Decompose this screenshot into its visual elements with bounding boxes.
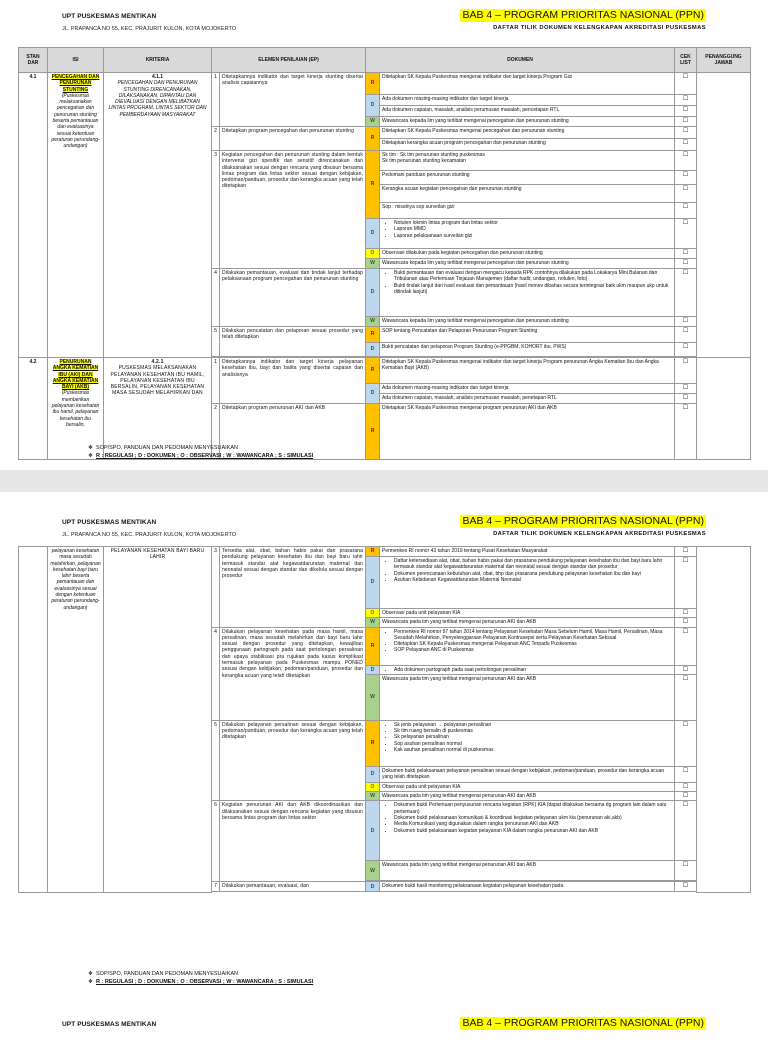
ep-number: 1	[212, 358, 220, 404]
checklist-checkbox[interactable]: ☐	[675, 609, 697, 618]
marker-dokumen: D	[366, 343, 380, 357]
dokumen-list-cell	[380, 665, 675, 674]
footer-line1: SOP/SPO, PANDUAN DAN PEDOMAN MENYESUAIKAN	[96, 971, 239, 977]
marker-dokumen: D	[366, 269, 380, 317]
list-item: • Laporan pelaksanaan surveilan gizi	[394, 233, 672, 239]
list-item: • Notulen lokmin lintas program dan lintas sektor	[394, 220, 672, 226]
list-item: • Bukti pemantauan dan evaluasi dengan mengacu kepada RPK contohnya dilakukan pada Lokakarya Mini Bulanan dan Tribulanan atau Pertemuan Tinjauan Manajemen (daftar hadir, undangan, notulen, foto)	[394, 270, 672, 283]
standar-number: 4.2	[19, 358, 48, 460]
checklist-checkbox[interactable]: ☐	[675, 782, 697, 791]
isi-highlight: PENCEGAHAN DAN PENURUNAN STUNTING	[51, 74, 100, 93]
dokumen-text: Ada dokumen capaian, masalah, analisis perumusan masalah, pencetapan RTL	[380, 106, 675, 117]
ep-text: Ditetapkan program penurunan AKI dan AKB	[220, 404, 366, 460]
ep-text: Kegiatan pencegahan dan penurunan stunting dalam bentuk intervensi gizi spesifik dan sensitif direncanakan dan dilaksanakan sesuai dengan rencana yang disusun bersama lintas program dan lintas sektor sesuai dengan kebijakan, pedoman/panduan, prosedur dan kerangka acuan yang telah ditetapkan	[220, 151, 366, 269]
marker-dokumen: D	[366, 95, 380, 117]
dokumen-text: Wawancara pada tim yang terlibat mengenai penurunan AKI dan AKB	[380, 674, 675, 720]
checklist-table-page2	[18, 546, 751, 893]
ep-text: Ditetapkannya indikator dan target kinerja stunting disertai analisis capaiannya	[220, 73, 366, 127]
dokumen-line: Sk tim penurunan stunting kecamatan	[382, 158, 466, 165]
dokumen-text: Dokumen bukti hasil monitoring pelaksanaan kegiatan pelayanan kesehatan pada	[380, 882, 675, 892]
ep-text: Kegiatan penurunan AKI dan AKB dikoordinasikan dan dilaksanakan sesuai dengan rencana kegiatan yang disusun bersama lintas program dan lintas sektor	[220, 801, 366, 882]
checklist-checkbox[interactable]: ☐	[675, 766, 697, 782]
list-item: • Sop asuhan persalinan normal	[394, 741, 672, 747]
org-address: JL. PRAPANCA NO 55, KEC. PRAJURIT KULON, KOTA MOJOKERTO	[62, 26, 237, 32]
page3-header	[0, 1008, 768, 1048]
org-address: JL. PRAPANCA NO 55, KEC. PRAJURIT KULON, KOTA MOJOKERTO	[62, 532, 237, 538]
ep-number: 4	[212, 269, 220, 327]
checklist-checkbox[interactable]: ☐	[675, 801, 697, 861]
checklist-checkbox[interactable]: ☐	[675, 557, 697, 609]
footer-line2: R : REGULASI ; D : DOKUMEN ; O : OBSERVASI ; W : WAWANCARA ; S : SIMULASI	[96, 453, 314, 459]
list-item: • SOP Pelayanan ANC di Puskesmas	[394, 647, 672, 653]
kriteria-code: 4.2.1	[151, 359, 164, 365]
footer-note: ❖ SOP/SPO, PANDUAN DAN PEDOMAN MENYESUAIKAN	[88, 445, 239, 451]
marker-regulasi: R	[366, 627, 380, 665]
marker-observasi: O	[366, 609, 380, 618]
dokumen-text: Wawancara kepada lim yang terlibat mengenai pencegahan dan penurunan stunting	[380, 117, 675, 127]
marker-dokumen: D	[366, 801, 380, 861]
list-item: • Sk jenis pelayanan → pelayanan persalinan	[394, 722, 672, 728]
marker-regulasi: R	[366, 151, 380, 219]
penanggung-jawab-cell[interactable]	[697, 358, 751, 460]
marker-wawancara: W	[366, 117, 380, 127]
dokumen-text: Wawancara pada tim yang terlibat mengenai penurunan AKI dan AKB	[380, 792, 675, 801]
checklist-checkbox[interactable]: ☐	[675, 404, 697, 460]
ep-text: Ditetapkan program pencegahan dan penurunan stunting	[220, 127, 366, 151]
chapter-title: BAB 4 – PROGRAM PRIORITAS NASIONAL (PPN)	[462, 515, 704, 527]
checklist-checkbox[interactable]: ☐	[675, 327, 697, 343]
col-dokumen: DOKUMEN	[366, 48, 675, 73]
marker-regulasi: R	[366, 404, 380, 460]
checklist-checkbox[interactable]: ☐	[675, 259, 697, 269]
list-item: • Asuhan Kebidanan Kegawatdaruratan Maternal Neonatal	[394, 577, 672, 583]
list-item: • Sk tim ruang bersalin di puskesmas	[394, 728, 672, 734]
dokumen-text	[380, 151, 675, 171]
ep-text: Tersedia alat, obat, bahan habis pakai dan prasarana pendukung pelayanan kesehatan ibu dan bayi baru lahir termasuk standar alat kegawatdaruratan maternal dan neonatal sesuai dengan standar dan dikelola sesuai dengan prosedur	[220, 547, 366, 628]
dokumen-text: SOP tentang Pencatatan dan Pelaporan Penurunan Program Stunting	[380, 327, 675, 343]
org-name: UPT PUSKESMAS MENTIKAN	[62, 519, 157, 526]
ep-number: 5	[212, 720, 220, 801]
checklist-checkbox[interactable]: ☐	[675, 73, 697, 95]
checklist-checkbox[interactable]: ☐	[675, 627, 697, 665]
kriteria-cell: PELAYANAN KESEHATAN BAYI BARU LAHIR	[104, 547, 212, 893]
checklist-checkbox[interactable]: ☐	[675, 358, 697, 384]
dokumen-list-cell	[380, 801, 675, 861]
marker-wawancara: W	[366, 792, 380, 801]
marker-dokumen: D	[366, 882, 380, 892]
col-elemen: ELEMEN PENILAIAN (EP)	[212, 48, 366, 73]
dokumen-text: Dokumen bukti pelaksanaan pelayanan persalinan sesuai dengan kebijakan, pedoman/panduan, prosedur dan kerangka acuan yang telah ditetapkan	[380, 766, 675, 782]
org-name: UPT PUSKESMAS MENTIKAN	[62, 13, 157, 20]
kriteria-text: PENCEGAHAN DAN PENURUNAN STUNTING DIRENCANAKAN, DILAKSANAKAN, DIPANTAU DAN DIEVALUASI DENGAN MELIBATKAN LINTAS PROGRAM, LINTAS SEKTOR DAN PEMBERDAYAAN MASYARAKAT	[108, 80, 207, 118]
ep-number: 5	[212, 327, 220, 357]
marker-regulasi: R	[366, 547, 380, 557]
marker-wawancara: W	[366, 674, 380, 720]
list-item: • Kak asuhan persalinan normal di puskesmas	[394, 747, 672, 753]
col-kriteria: KRITERIA	[104, 48, 212, 73]
footer-legend: ❖ R : REGULASI ; D : DOKUMEN ; O : OBSERVASI ; W : WAWANCARA ; S : SIMULASI	[88, 453, 314, 459]
checklist-checkbox[interactable]: ☐	[675, 618, 697, 627]
dokumen-text: Wawancara kepada lim yang terlibat mengenai pencegahan dan penurunan stunting	[380, 317, 675, 327]
isi-cell	[48, 73, 104, 358]
list-item: • Media Komunikasi yang digunakan dalam rangka penurunan AKI dan AKB	[394, 821, 672, 827]
checklist-checkbox[interactable]: ☐	[675, 882, 697, 892]
checklist-checkbox[interactable]: ☐	[675, 151, 697, 171]
checklist-checkbox[interactable]: ☐	[675, 861, 697, 881]
ep-text: Dilakukan pencatatan dan pelaporan sesuai prosedur yang telah ditetapkan	[220, 327, 366, 357]
dokumen-text: Permenkes RI nomor 43 tahun 2019 tentang Pusat Kesehatan Masyarakat	[380, 547, 675, 557]
marker-regulasi: R	[366, 358, 380, 384]
page1-header	[0, 0, 768, 40]
list-item: • Ada dokumen partograph pada saat pertolongan persalinan	[394, 667, 672, 673]
list-item: • Bukti tindak lanjut dari hasil evaluasi dan pemantauan (hasil monev dibahas secara terintegrasi baik ukm maupun ukp untuk ditindak lanjuti)	[394, 283, 672, 296]
document-subtitle: DAFTAR TILIK DOKUMEN KELENGKAPAN AKREDITASI PUSKESMAS	[493, 25, 706, 31]
checklist-table-page1	[18, 47, 751, 460]
page1-footer	[88, 444, 313, 460]
dokumen-text: Observasi pada unit pelayanan KIA	[380, 782, 675, 791]
marker-observasi: O	[366, 249, 380, 259]
checklist-checkbox[interactable]: ☐	[675, 674, 697, 720]
ep-number: 7	[212, 882, 220, 892]
marker-regulasi: R	[366, 720, 380, 766]
dokumen-text: Ditetapkan SK Kepala Puskesmas mengenai indikator dan target kinerja Program Gizi	[380, 73, 675, 95]
ep-number: 2	[212, 127, 220, 151]
marker-regulasi: R	[366, 73, 380, 95]
standar-cell	[19, 547, 48, 893]
footer-line1: SOP/SPO, PANDUAN DAN PEDOMAN MENYESUAIKAN	[96, 445, 239, 451]
checklist-checkbox[interactable]: ☐	[675, 127, 697, 139]
isi-text: (Puskesmas memberikan pelayanan kesehatan ibu hamil, pelayanan kesehatan ibu bersalin,	[51, 390, 100, 428]
checklist-checkbox[interactable]: ☐	[675, 139, 697, 151]
ep-text: Ditetapkannya indikator dan target kinerja pelayanan kesehatan ibu, bayi dan balita yang disertai capaian dan analisisnya	[220, 358, 366, 404]
checklist-checkbox[interactable]: ☐	[675, 394, 697, 404]
org-name: UPT PUSKESMAS MENTIKAN	[62, 1021, 157, 1028]
checklist-checkbox[interactable]: ☐	[675, 95, 697, 106]
dokumen-text: Observasi pada unit pelayanan KIA	[380, 609, 675, 618]
marker-wawancara: W	[366, 317, 380, 327]
dokumen-text: Ditetapkan SK Kepala Puskesmas mengenai program penurunan AKI dan AKB	[380, 404, 675, 460]
table-row	[19, 73, 751, 95]
marker-regulasi: R	[366, 127, 380, 151]
checklist-checkbox[interactable]: ☐	[675, 317, 697, 327]
dokumen-text: Ditetapkan kerangka acuan program pencegahan dan penurunan stunting	[380, 139, 675, 151]
checklist-checkbox[interactable]: ☐	[675, 665, 697, 674]
ep-text: Dilakukan pemantauan, evaluasi dan tindak lanjut terhadap pelaksanaan program pencegahan dan penurunan stunting	[220, 269, 366, 327]
checklist-checkbox[interactable]: ☐	[675, 720, 697, 766]
list-item: • Dokumen bukti Perlemuan penyusunan rencana kegiatan (RPK) KIA (dapat dilakukan bersama dg program lain dalam satu pertemuan)	[394, 802, 672, 815]
table-row	[19, 547, 751, 557]
page-separator	[0, 470, 768, 492]
checklist-checkbox[interactable]: ☐	[675, 219, 697, 249]
table-row	[19, 358, 751, 384]
kriteria-text: PUSKESMAS MELAKSANAKAN PELAYANAN KESEHATAN IBU HAMIL, PELAYANAN KESEHATAN IBU BERSALIN, PELAYANAN KESEHATAN MASA SESUDAH MELAHIRKAN DAN	[110, 365, 205, 397]
marker-dokumen: D	[366, 219, 380, 249]
kriteria-cell	[104, 73, 212, 358]
ep-number: 3	[212, 151, 220, 269]
dokumen-list-cell	[380, 269, 675, 317]
checklist-checkbox[interactable]: ☐	[675, 185, 697, 203]
marker-observasi: O	[366, 782, 380, 791]
marker-dokumen: D	[366, 766, 380, 782]
dokumen-list-cell	[380, 557, 675, 609]
table-header-row	[19, 48, 751, 73]
ep-number: 6	[212, 801, 220, 882]
page2-footer	[88, 970, 313, 986]
penanggung-jawab-cell[interactable]	[697, 547, 751, 893]
checklist-checkbox[interactable]: ☐	[675, 171, 697, 185]
kriteria-code: 4.1.1	[151, 74, 164, 80]
ep-number: 1	[212, 73, 220, 127]
dokumen-text: Kerangka acuan kegiatan pencegahan dan penurunan stunting	[380, 185, 675, 203]
document-subtitle: DAFTAR TILIK DOKUMEN KELENGKAPAN AKREDITASI PUSKESMAS	[493, 531, 706, 537]
marker-wawancara: W	[366, 259, 380, 269]
marker-wawancara: W	[366, 618, 380, 627]
checklist-checkbox[interactable]: ☐	[675, 384, 697, 394]
col-isi: ISI	[48, 48, 104, 73]
marker-dokumen: D	[366, 384, 380, 404]
checklist-checkbox[interactable]: ☐	[675, 343, 697, 357]
checklist-checkbox[interactable]: ☐	[675, 792, 697, 801]
dokumen-text: Ditetapkan SK Kepala Puskesmas mengenai pencegahan dan penurunan stunting	[380, 127, 675, 139]
col-ceklist: CEK LIST	[675, 48, 697, 73]
marker-regulasi: R	[366, 327, 380, 343]
list-item: • Sk pelayanan persalinan	[394, 734, 672, 740]
chapter-title: BAB 4 – PROGRAM PRIORITAS NASIONAL (PPN)	[462, 9, 704, 21]
checklist-checkbox[interactable]: ☐	[675, 203, 697, 219]
col-pj: PENANGGUNG JAWAB	[697, 48, 751, 73]
dokumen-text: Bukti pencatatan dan pelaporan Program Stunting (e-PPGBM, KOHORT ibu, PWS)	[380, 343, 675, 357]
marker-dokumen: D	[366, 665, 380, 674]
list-item: • Daftar ketersediaan alat, obat, bahan habis pakai dan prasarana pendukung pelayanan kesehatan ibu dan bayi baru lahir termasuk standar alat kegawatdaruratan maternal dan neonatal sesuai dengan standar dan prosedur	[394, 558, 672, 571]
standar-number: 4.1	[19, 73, 48, 358]
list-item: • Dokumen bukti pelaksanaan kegiatan pelayanan KIA dalam rangka penurunan AKI dan AKB	[394, 828, 672, 834]
col-standar: STAN DAR	[19, 48, 48, 73]
footer-line2: R : REGULASI ; D : DOKUMEN ; O : OBSERVASI ; W : WAWANCARA ; S : SIMULASI	[96, 979, 314, 985]
dokumen-text: Ditetapkan SK Kepala Puskesmas mengenai indikator dan target kinerja Program penurunan Angka Kematian Ibu dan Angka Kematian Bayi (AKB)	[380, 358, 675, 384]
list-item: • Dokumen perencanaan kebutuhan alat, obat, bhp dan prasarana pendukung pelayanan kesehatan ibu dan bayi	[394, 571, 672, 577]
checklist-checkbox[interactable]: ☐	[675, 249, 697, 259]
page2-header	[0, 506, 768, 546]
isi-cell: pelayanan kesehatan masa sesudah melahirkan, pelayanan kesehatan bayi baru lahir beserta pemantauan dan evaluasinya sesuai dengan ketentuan peraturan perundang-undangan)	[48, 547, 104, 893]
dokumen-text: Wawancara kepada lim yang terlibat mengenai pencegahan dan penurunan stunting	[380, 259, 675, 269]
checklist-checkbox[interactable]: ☐	[675, 547, 697, 557]
checklist-checkbox[interactable]: ☐	[675, 269, 697, 317]
ep-text: Dilakukan pemantauan, evaluasi, dan	[220, 882, 366, 892]
dokumen-text: Observasi dilakukan pada kegiatan pencegahan dan penurunan stunting	[380, 249, 675, 259]
dokumen-line: Sk tim : Sk tim penurunan stunting puskesmas	[382, 152, 485, 158]
ep-number: 2	[212, 404, 220, 460]
marker-wawancara: W	[366, 861, 380, 881]
ep-text: Dilakukan pelayanan kesehatan pada masa hamil, masa persalinan, masa sesudah melahirkan dan bayi baru lahir sesuai dengan prosedur yang ditetapkan, kewajiban penggunaan partograph pada saat pertolongan persalinan dan upaya stabilisasi pra rujukan pada kasus komplikasi termasuk pelayanan pada Puskesmas mampu PONED sesuai dengan kebijakan, pedoman/panduan, prosedur dan kerangka acuan yang telah ditetapkan	[220, 627, 366, 720]
penanggung-jawab-cell[interactable]	[697, 73, 751, 358]
dokumen-text: Sop : misalnya sop surveilan gizi	[380, 203, 675, 219]
isi-highlight: PENURUNAN ANGKA KEMATIAN IBU (AKI) DAN ANGKA KEMATIAN BAYI (AKB)	[52, 359, 99, 391]
list-item: • Permenkes RI nomor 97 tahun 2014 tentang Pelayanan Kesehatan Masa Sebelum Hamil, Masa Hamil, Persalinan, Masa Sesudah Melahirkan, Penyelenggaraan Pelayanan Kontrasepsi serta Pelayanan Kesehatan Seksual	[394, 629, 672, 642]
isi-text: (Puskesmas melaksanakan pencegahan dan penurunan stunting beserta pemantauan dan evaluasinya sesuai ketentuan peraturan perundang-undangan)	[51, 92, 100, 150]
list-item: • Dokumen bukti pelaksanaan komunikasi & koordinasi kegiatan pelayanan ukm kia (penurunan aki,akb)	[394, 815, 672, 821]
dokumen-text: Ada dokumen masing-masing indikator dan target kinerja	[380, 384, 675, 394]
dokumen-list-cell	[380, 627, 675, 665]
dokumen-text: Wawancara pada tim yang terlibat mengenai penurunan AKI dan AKB	[380, 618, 675, 627]
dokumen-text: Wawancara pada tim yang terlibat mengenai penurunan AKI dan AKB	[380, 861, 675, 881]
list-item: • Laporan MMD	[394, 226, 672, 232]
dokumen-list-cell	[380, 720, 675, 766]
footer-legend: ❖ R : REGULASI ; D : DOKUMEN ; O : OBSERVASI ; W : WAWANCARA ; S : SIMULASI	[88, 979, 314, 985]
list-item: • Ditetapkan SK Kepala Puskesmas mengenai Pelayanan ANC Terpadu Puskesmas	[394, 641, 672, 647]
ep-number: 3	[212, 547, 220, 628]
ep-number: 4	[212, 627, 220, 720]
checklist-checkbox[interactable]: ☐	[675, 117, 697, 127]
footer-note: ❖ SOP/SPO, PANDUAN DAN PEDOMAN MENYESUAIKAN	[88, 971, 239, 977]
checklist-checkbox[interactable]: ☐	[675, 106, 697, 117]
marker-dokumen: D	[366, 557, 380, 609]
dokumen-text: Ada dokumen capaian, masalah, analisis perumusan masalah, penetapan RTL	[380, 394, 675, 404]
dokumen-list-cell	[380, 219, 675, 249]
dokumen-text: Pedomani panduan penurunan stunting	[380, 171, 675, 185]
chapter-title: BAB 4 – PROGRAM PRIORITAS NASIONAL (PPN)	[462, 1017, 704, 1029]
dokumen-text: Ada dokumen masing-masing indikator dan target kinerja	[380, 95, 675, 106]
ep-text: Dilakukan pelayanan persalinan sesuai dengan kebijakan, pedoman/panduan, prosedur dan kerangka acuan yang telah ditetapkan	[220, 720, 366, 801]
